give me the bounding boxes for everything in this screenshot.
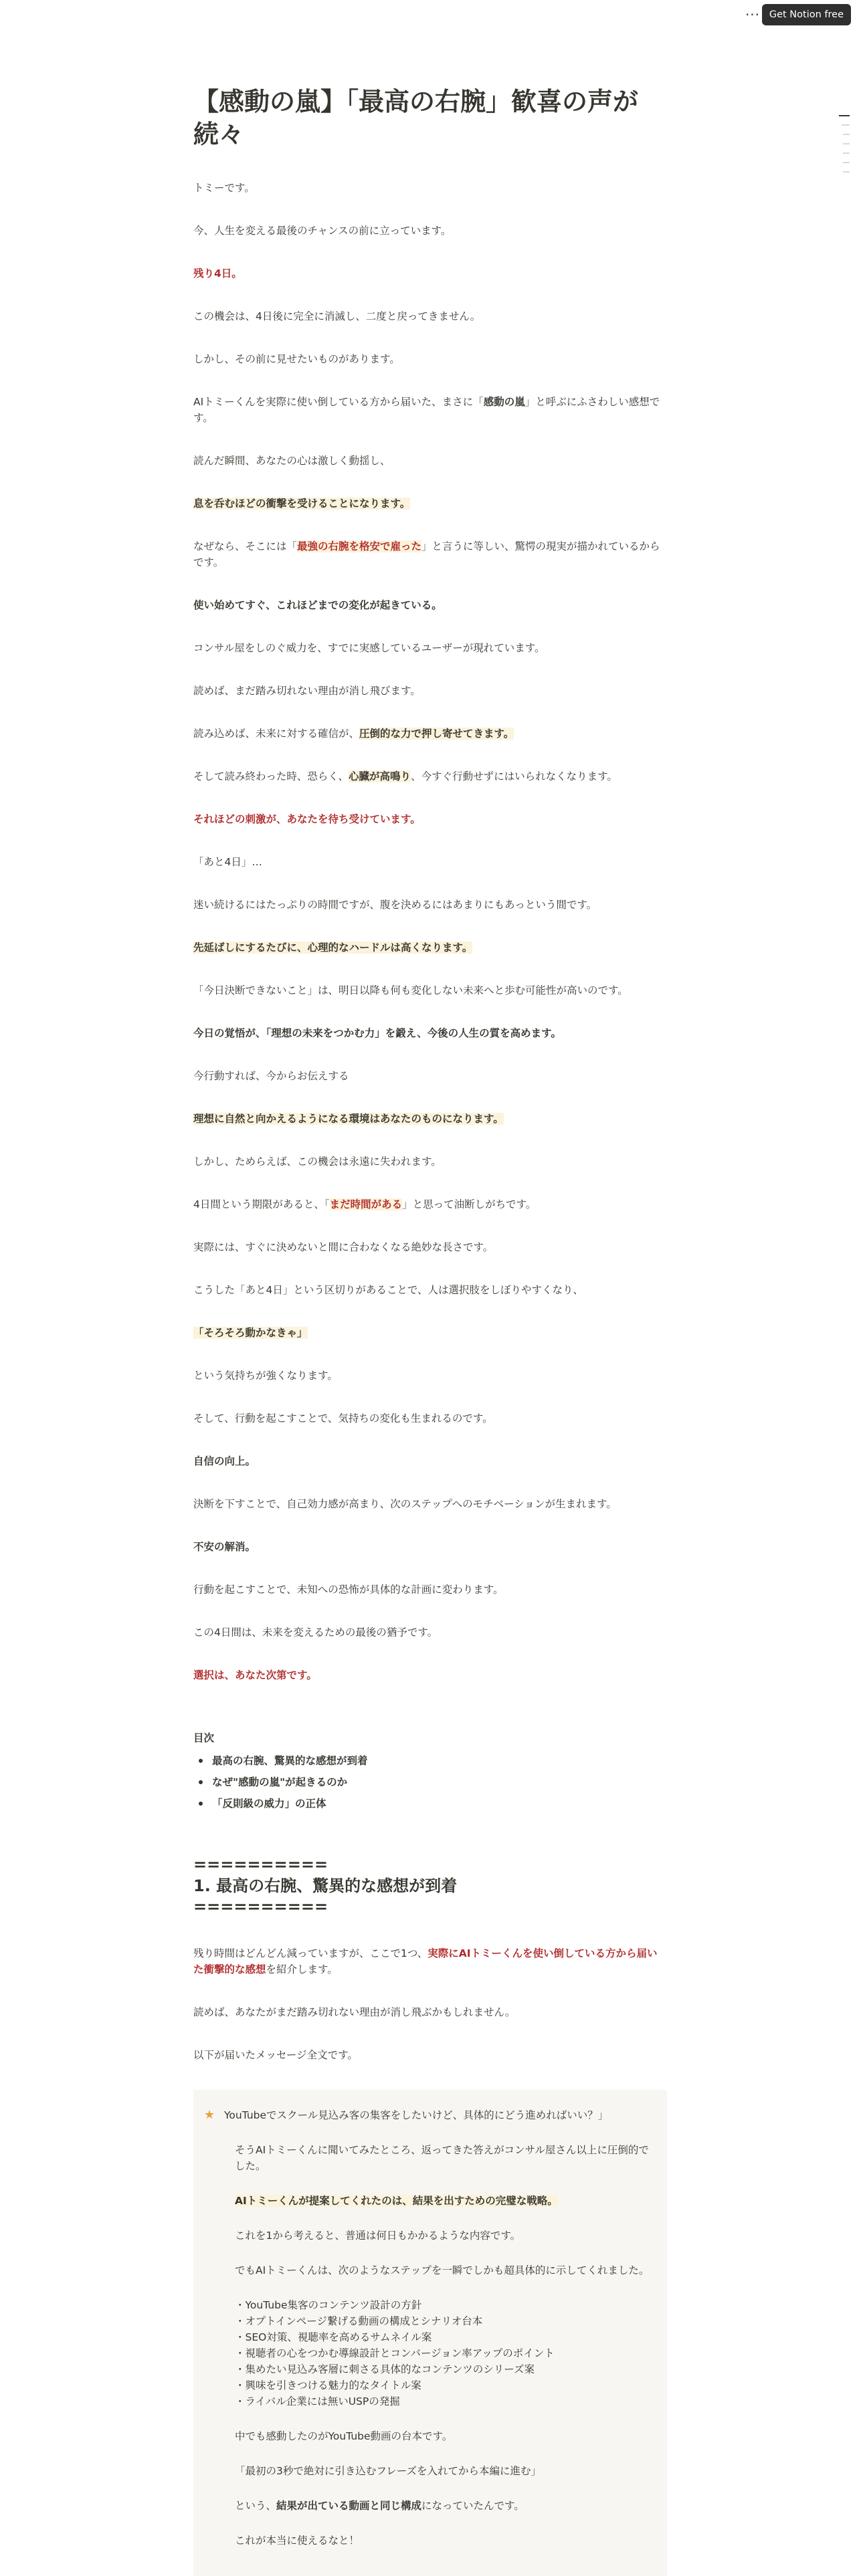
paragraph: こうした「あと4日」という区切りがあることで、人は選択肢をしぼりやすくなり、: [193, 1284, 584, 1297]
highlighted-text: まだ時間がある: [329, 1198, 403, 1211]
paragraph: 残り4日。: [193, 267, 242, 280]
paragraph: 「最初の3秒で絶対に引き込むフレーズを入れてから本編に進む」: [235, 2465, 541, 2478]
paragraph: 迷い続けるにはたっぷりの時間ですが、腹を決めるにはあまりにもあっという間です。: [193, 899, 597, 911]
bold-text: 結果が出ている動画と同じ構成: [276, 2500, 422, 2512]
paragraph: 以下が届いたメッセージ全文です。: [193, 2048, 358, 2061]
toc-rail-marker[interactable]: [842, 124, 850, 126]
text: 4日間という期限があると、「: [193, 1198, 330, 1211]
paragraph: これを1から考えると、普通は何日もかかるような内容です。: [235, 2230, 521, 2242]
page-content: [193, 86, 667, 2576]
list-item: ・SEO対策、視聴率を高めるサムネイル案: [235, 2331, 432, 2344]
paragraph: 不安の解消。: [193, 1541, 256, 1553]
list-item: ・ライバル企業には無いUSPの発掘: [235, 2395, 400, 2408]
text: を紹介します。: [266, 1963, 338, 1975]
toc-title: 目次: [193, 1732, 215, 1745]
paragraph: そして、行動を起こすことで、気持ちの変化も生まれるのです。: [193, 1412, 493, 1425]
page-title: 【感動の嵐】「最高の右腕」歓喜の声が続々: [193, 87, 639, 150]
paragraph: [193, 1325, 667, 1341]
paragraph: [193, 940, 667, 956]
toc-item[interactable]: なぜ"感動の嵐"が起きるのか: [193, 1772, 667, 1793]
highlighted-text: 最強の右腕を格安で雇った: [297, 540, 422, 552]
paragraph: 行動を起こすことで、未知への恐怖が具体的な計画に変わります。: [193, 1584, 504, 1596]
toc-rail-marker[interactable]: [843, 152, 850, 154]
paragraph: トミーです。: [193, 181, 255, 194]
text: という、: [235, 2500, 277, 2512]
paragraph: そうAIトミーくんに聞いてみたところ、返ってきた答えがコンサル屋さん以上に圧倒的でした。: [235, 2144, 649, 2173]
text: 」と言うに等しい、驚愕の現実が描かれているからです。: [193, 540, 660, 568]
top-bar: [0, 0, 859, 29]
paragraph: 選択は、あなた次第です。: [193, 1669, 317, 1682]
text: 」と呼ぶにふさわしい感想です。: [193, 395, 660, 424]
text: なぜなら、そこには「: [193, 540, 298, 552]
highlighted-text: AIトミーくんが提案してくれたのは、結果を出すための完璧な戦略。: [235, 2195, 558, 2208]
paragraph: [193, 1111, 667, 1127]
heading-text: 1. 最高の右腕、驚異的な感想が到着: [193, 1876, 458, 1895]
toc-rail-marker[interactable]: [843, 171, 850, 173]
paragraph: 「あと4日」…: [193, 856, 262, 869]
toc-rail-marker[interactable]: [843, 134, 850, 135]
paragraph: [224, 2193, 651, 2209]
highlighted-text: 先延ばしにするたびに、心理的なハードルは高くなります。: [193, 942, 473, 954]
paragraph: 自信の向上。: [193, 1455, 256, 1468]
paragraph: YouTubeでスクール見込み客の集客をしたいけど、具体的にどう進めればいい？」: [224, 2109, 609, 2121]
paragraph: 読めば、まだ踏み切れない理由が消し飛びます。: [193, 684, 421, 697]
list-item: ・オプトインページ繋げる動画の構成とシナリオ台本: [235, 2315, 483, 2328]
table-of-contents-rail[interactable]: [839, 115, 850, 181]
paragraph: [193, 538, 667, 570]
text: 残り時間はどんどん減っていますが、ここで1つ、: [193, 1947, 428, 1959]
toc-list: [193, 1750, 667, 1814]
paragraph: という気持ちが強くなります。: [193, 1370, 338, 1382]
toc-item[interactable]: 「反則級の威力」の正体: [193, 1793, 667, 1814]
paragraph: しかし、その前に見せたいものがあります。: [193, 352, 400, 365]
star-icon: ★: [204, 2107, 215, 2122]
paragraph: 決断を下すことで、自己効力感が高まり、次のステップへのモチベーションが生まれます。: [193, 1498, 617, 1511]
list-item: ・YouTube集客のコンテンツ設計の方針: [235, 2299, 422, 2312]
paragraph: しかし、ためらえば、この機会は永遠に失われます。: [193, 1156, 442, 1168]
paragraph: [193, 726, 667, 742]
paragraph: これが本当に使えるなと！: [235, 2535, 360, 2547]
paragraph: [193, 394, 667, 426]
text: 読み込めば、未来に対する確信が、: [193, 728, 360, 740]
list-item: ・興味を引きつける魅力的なタイトル案: [235, 2379, 421, 2392]
text: 」と思って油断しがちです。: [402, 1198, 537, 1211]
list-item: ・集めたい見込み客層に刺さる具体的なコンテンツのシリーズ案: [235, 2363, 535, 2376]
paragraph: 「今日決断できないこと」は、明日以降も何も変化しない未来へと歩む可能性が高いのです。: [193, 984, 628, 997]
heading-divider: ==========: [193, 1855, 328, 1874]
toc-rail-marker[interactable]: [839, 115, 850, 116]
get-notion-free-button[interactable]: Get Notion free: [762, 4, 851, 25]
callout-block: [193, 2090, 667, 2576]
bold-text: 感動の嵐: [483, 395, 525, 408]
strategy-list: [224, 2297, 651, 2409]
text: 、今すぐ行動せずにはいられなくなります。: [411, 770, 617, 783]
paragraph: 実際には、すぐに決めないと間に合わなくなる絶妙な長さです。: [193, 1241, 494, 1254]
highlighted-text: 圧倒的な力で押し寄せてきます。: [359, 728, 514, 740]
paragraph: 使い始めてすぐ、これほどまでの変化が起きている。: [193, 599, 442, 611]
toc-rail-marker[interactable]: [843, 162, 850, 163]
paragraph: [193, 1196, 667, 1212]
section-heading: [193, 1854, 667, 1917]
heading-divider: ==========: [193, 1897, 328, 1916]
paragraph: 今、人生を変える最後のチャンスの前に立っています。: [193, 224, 452, 237]
paragraph: [193, 768, 667, 784]
paragraph: 読めば、あなたがまだ踏み切れない理由が消し飛ぶかもしれません。: [193, 2006, 516, 2018]
paragraph: でもAIトミーくんは、次のようなステップを一瞬でしかも超具体的に示してくれました。: [235, 2264, 650, 2277]
highlighted-text: 息を呑むほどの衝撃を受けることになります。: [193, 497, 411, 510]
highlighted-text: 心臓が高鳴り: [349, 770, 411, 783]
paragraph: それほどの刺激が、あなたを待ち受けています。: [193, 813, 421, 826]
paragraph: [224, 2498, 651, 2514]
text: になっていたんです。: [421, 2500, 524, 2512]
text: そして読み終わった時、恐らく、: [193, 770, 349, 783]
paragraph: この4日間は、未来を変えるための最後の猶予です。: [193, 1626, 438, 1639]
callout-body: [224, 2107, 651, 2567]
paragraph: [193, 1945, 667, 1977]
paragraph: 今日の覚悟が、「理想の未来をつかむ力」を鍛え、今後の人生の質を高めます。: [193, 1027, 561, 1040]
paragraph: この機会は、4日後に完全に消滅し、二度と戻ってきません。: [193, 310, 481, 322]
paragraph: コンサル屋をしのぐ威力を、すでに実感しているユーザーが現れています。: [193, 641, 545, 654]
paragraph: 読んだ瞬間、あなたの心は激しく動揺し、: [193, 454, 391, 467]
paragraph: [193, 496, 667, 512]
paragraph: 今行動すれば、今からお伝えする: [193, 1070, 349, 1083]
emphasis-text: 実際にAIトミーくんを使い倒している方から届いた衝撃的な感想: [193, 1947, 658, 1975]
text: AIトミーくんを実際に使い倒している方から届いた、まさに「: [193, 395, 484, 408]
more-options-button[interactable]: ···: [745, 7, 761, 23]
table-of-contents: [193, 1730, 667, 1814]
list-item: ・視聴者の心をつかむ導線設計とコンバージョン率アップのポイント: [235, 2347, 555, 2360]
toc-item[interactable]: 最高の右腕、驚異的な感想が到着: [193, 1750, 667, 1772]
highlighted-text: 理想に自然と向かえるようになる環境はあなたのものになります。: [193, 1113, 504, 1125]
toc-rail-marker[interactable]: [843, 143, 850, 144]
highlighted-text: 「そろそろ動かなきゃ」: [193, 1327, 308, 1339]
paragraph: 中でも感動したのがYouTube動画の台本です。: [235, 2430, 453, 2443]
